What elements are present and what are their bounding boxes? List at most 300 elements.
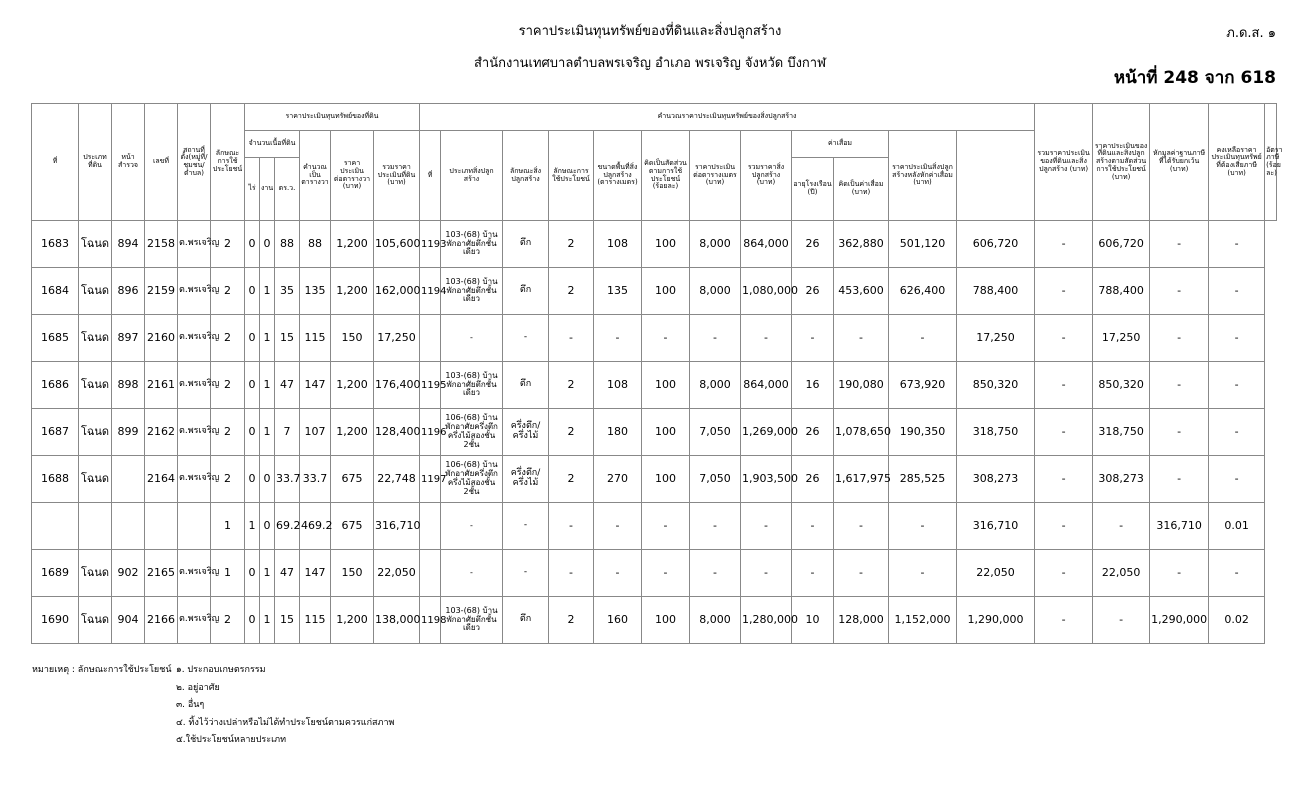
cell-bstyle: - bbox=[503, 503, 549, 550]
cell-barea: - bbox=[594, 503, 642, 550]
cell-tot: 850,320 bbox=[957, 362, 1035, 409]
cell-wa: 7 bbox=[275, 409, 300, 456]
cell-rai: 0 bbox=[245, 456, 260, 503]
cell-ded: 22,050 bbox=[1093, 550, 1150, 597]
cell-rai: 0 bbox=[245, 221, 260, 268]
form-code: ภ.ด.ส. ๑ bbox=[1226, 26, 1276, 41]
cell-bno bbox=[420, 315, 441, 362]
cell-adep: 501,120 bbox=[889, 221, 957, 268]
col-use-type: ลักษณะการใช้ประโยชน์ bbox=[211, 104, 245, 221]
cell-rai: 0 bbox=[245, 550, 260, 597]
cell-rem: - bbox=[1150, 550, 1209, 597]
cell-adep: - bbox=[889, 503, 957, 550]
col-age: อายุโรงเรือน (ปี) bbox=[792, 158, 834, 221]
cell-loc: ต.พรเจริญ bbox=[178, 221, 211, 268]
cell-cwa: 469.2 bbox=[300, 503, 331, 550]
cell-lt: 17,250 bbox=[374, 315, 420, 362]
note-item: ๑. ประกอบเกษตรกรรม bbox=[176, 665, 266, 675]
cell-rem: 1,290,000 bbox=[1150, 597, 1209, 644]
cell-btot: 1,903,500 bbox=[741, 456, 792, 503]
cell-cwa: 33.7 bbox=[300, 456, 331, 503]
cell-ded: 308,273 bbox=[1093, 456, 1150, 503]
cell-bratio: 100 bbox=[642, 221, 690, 268]
cell-bpsqm: - bbox=[690, 503, 741, 550]
col-land-type: ประเภทที่ดิน bbox=[79, 104, 112, 221]
cell-bno: 1196 bbox=[420, 409, 441, 456]
cell-bratio: - bbox=[642, 503, 690, 550]
cell-bpsqm: 8,000 bbox=[690, 362, 741, 409]
col-no: ที่ bbox=[32, 104, 79, 221]
cell-bratio: - bbox=[642, 315, 690, 362]
cell-loc: ต.พรเจริญ bbox=[178, 268, 211, 315]
cell-btot: 1,080,000 bbox=[741, 268, 792, 315]
cell-dep: - bbox=[834, 315, 889, 362]
cell-page: 899 bbox=[112, 409, 145, 456]
cell-bstyle: ตึก bbox=[503, 362, 549, 409]
cell-rai: 0 bbox=[245, 315, 260, 362]
cell-buse: - bbox=[549, 503, 594, 550]
cell-pw: 1,200 bbox=[331, 221, 374, 268]
cell-buse: 2 bbox=[549, 597, 594, 644]
cell-cwa: 147 bbox=[300, 550, 331, 597]
cell-rv: - bbox=[1035, 456, 1093, 503]
cell-tot: 318,750 bbox=[957, 409, 1035, 456]
cell-pw: 1,200 bbox=[331, 597, 374, 644]
cell-use: 2 bbox=[211, 221, 245, 268]
cell-use: 2 bbox=[211, 409, 245, 456]
cell-rem: - bbox=[1150, 221, 1209, 268]
cell-btot: - bbox=[741, 550, 792, 597]
table-row bbox=[32, 268, 1277, 315]
cell-rate: - bbox=[1209, 315, 1265, 362]
note-item: ๒. อยู่อาศัย bbox=[176, 682, 220, 693]
notes-label: หมายเหตุ : ลักษณะการใช้ประโยชน์ bbox=[32, 665, 172, 675]
cell-loc: ต.พรเจริญ bbox=[178, 362, 211, 409]
cell-lno: 2159 bbox=[145, 268, 178, 315]
cell-tot: 22,050 bbox=[957, 550, 1035, 597]
table-row bbox=[32, 503, 1277, 550]
col-survey-page: หน้าสำรวจ bbox=[112, 104, 145, 221]
cell-barea: 270 bbox=[594, 456, 642, 503]
cell-bstyle: - bbox=[503, 315, 549, 362]
cell-lt: 128,400 bbox=[374, 409, 420, 456]
cell-ded: 606,720 bbox=[1093, 221, 1150, 268]
cell-barea: 135 bbox=[594, 268, 642, 315]
cell-dep: 362,880 bbox=[834, 221, 889, 268]
cell-rai: 0 bbox=[245, 362, 260, 409]
cell-age: 10 bbox=[792, 597, 834, 644]
cell-bpsqm: 8,000 bbox=[690, 597, 741, 644]
cell-bpsqm: 7,050 bbox=[690, 409, 741, 456]
cell-buse: - bbox=[549, 315, 594, 362]
cell-btype: 103-(68) บ้านพักอาศัยตึกชั้นเดียว bbox=[441, 362, 503, 409]
cell-wa: 15 bbox=[275, 597, 300, 644]
col-tax-rate: อัตราภาษี (ร้อยละ) bbox=[1265, 104, 1277, 221]
cell-buse: 2 bbox=[549, 362, 594, 409]
page-number: หน้าที่ 248 จาก 618 bbox=[1113, 68, 1276, 88]
col-building-use: ลักษณะการใช้ประโยชน์ bbox=[549, 131, 594, 221]
cell-lno: 2165 bbox=[145, 550, 178, 597]
cell-page: 896 bbox=[112, 268, 145, 315]
cell-rv: - bbox=[1035, 597, 1093, 644]
cell-bratio: 100 bbox=[642, 362, 690, 409]
cell-rai: 0 bbox=[245, 268, 260, 315]
cell-rate: - bbox=[1209, 409, 1265, 456]
cell-rai: 1 bbox=[245, 503, 260, 550]
cell-rv: - bbox=[1035, 409, 1093, 456]
group-building-value: คำนวณราคาประเมินทุนทรัพย์ของสิ่งปลูกสร้าง bbox=[420, 104, 1035, 131]
cell-use: 2 bbox=[211, 315, 245, 362]
cell-age: - bbox=[792, 503, 834, 550]
cell-bpsqm: - bbox=[690, 315, 741, 362]
cell-bno: 1197 bbox=[420, 456, 441, 503]
cell-barea: - bbox=[594, 550, 642, 597]
col-remaining: คงเหลือราคาประเมินทุนทรัพย์ที่ต้องเสียภาษี (บาท) bbox=[1209, 104, 1265, 221]
col-building-total: รวมราคาสิ่งปลูกสร้าง (บาท) bbox=[741, 131, 792, 221]
cell-dep: 453,600 bbox=[834, 268, 889, 315]
cell-loc: ต.พรเจริญ bbox=[178, 315, 211, 362]
cell-type: โฉนด bbox=[79, 315, 112, 362]
cell-rate: - bbox=[1209, 550, 1265, 597]
note-item: ๕.ใช้ประโยชน์หลายประเภท bbox=[176, 735, 287, 745]
cell-rai: 0 bbox=[245, 597, 260, 644]
cell-adep: 626,400 bbox=[889, 268, 957, 315]
cell-barea: 108 bbox=[594, 221, 642, 268]
cell-dep: - bbox=[834, 503, 889, 550]
col-ngan: งาน bbox=[260, 158, 275, 221]
cell-ngan: 0 bbox=[260, 221, 275, 268]
cell-rv: - bbox=[1035, 315, 1093, 362]
table-row bbox=[32, 597, 1277, 644]
cell-bno bbox=[420, 550, 441, 597]
cell-rem: 316,710 bbox=[1150, 503, 1209, 550]
cell-rv: - bbox=[1035, 550, 1093, 597]
cell-wa: 15 bbox=[275, 315, 300, 362]
cell-use: 1 bbox=[211, 550, 245, 597]
cell-loc bbox=[178, 503, 211, 550]
cell-btype: - bbox=[441, 503, 503, 550]
cell-ngan: 0 bbox=[260, 456, 275, 503]
col-land-no: เลขที่ bbox=[145, 104, 178, 221]
cell-tot: 606,720 bbox=[957, 221, 1035, 268]
cell-buse: 2 bbox=[549, 409, 594, 456]
cell-no: 1684 bbox=[32, 268, 79, 315]
cell-rem: - bbox=[1150, 268, 1209, 315]
cell-cwa: 115 bbox=[300, 315, 331, 362]
cell-rv: - bbox=[1035, 221, 1093, 268]
cell-wa: 47 bbox=[275, 362, 300, 409]
col-building-no: ที่ bbox=[420, 131, 441, 221]
cell-rem: - bbox=[1150, 456, 1209, 503]
cell-cwa: 135 bbox=[300, 268, 331, 315]
cell-no: 1687 bbox=[32, 409, 79, 456]
cell-bratio: 100 bbox=[642, 597, 690, 644]
col-wa: ตร.ว. bbox=[275, 158, 300, 221]
cell-bstyle: ครึ่งตึก/ครึ่งไม้ bbox=[503, 456, 549, 503]
col-building-type: ประเภทสิ่งปลูกสร้าง bbox=[441, 131, 503, 221]
col-building-style: ลักษณะสิ่งปลูกสร้าง bbox=[503, 131, 549, 221]
cell-btot: - bbox=[741, 315, 792, 362]
cell-lno: 2158 bbox=[145, 221, 178, 268]
cell-no: 1688 bbox=[32, 456, 79, 503]
cell-buse: - bbox=[549, 550, 594, 597]
cell-rem: - bbox=[1150, 409, 1209, 456]
cell-buse: 2 bbox=[549, 456, 594, 503]
cell-bpsqm: 7,050 bbox=[690, 456, 741, 503]
cell-dep: - bbox=[834, 550, 889, 597]
col-deduction: หักมูลค่าฐานภาษีที่ได้รับยกเว้น (บาท) bbox=[1150, 104, 1209, 221]
cell-rate: - bbox=[1209, 268, 1265, 315]
table-row bbox=[32, 221, 1277, 268]
cell-no: 1683 bbox=[32, 221, 79, 268]
cell-no: 1690 bbox=[32, 597, 79, 644]
cell-ded: 17,250 bbox=[1093, 315, 1150, 362]
cell-tot: 1,290,000 bbox=[957, 597, 1035, 644]
cell-type bbox=[79, 503, 112, 550]
cell-loc: ต.พรเจริญ bbox=[178, 597, 211, 644]
cell-rv: - bbox=[1035, 362, 1093, 409]
cell-cwa: 88 bbox=[300, 221, 331, 268]
cell-btype: - bbox=[441, 550, 503, 597]
col-ratio-value: ราคาประเมินของที่ดินและสิ่งปลูกสร้างตามสัดส่วนการใช้ประโยชน์ (บาท) bbox=[1093, 104, 1150, 221]
cell-age: 16 bbox=[792, 362, 834, 409]
cell-barea: 160 bbox=[594, 597, 642, 644]
cell-bratio: 100 bbox=[642, 456, 690, 503]
col-total-value: รวมราคาประเมินของที่ดินและสิ่งปลูกสร้าง (บาท) bbox=[1035, 104, 1093, 221]
cell-cwa: 115 bbox=[300, 597, 331, 644]
cell-pw: 675 bbox=[331, 503, 374, 550]
cell-page: 902 bbox=[112, 550, 145, 597]
cell-age: 26 bbox=[792, 409, 834, 456]
cell-rv: - bbox=[1035, 503, 1093, 550]
cell-bpsqm: - bbox=[690, 550, 741, 597]
cell-bno: 1198 bbox=[420, 597, 441, 644]
cell-no: 1686 bbox=[32, 362, 79, 409]
cell-age: - bbox=[792, 315, 834, 362]
cell-page: 904 bbox=[112, 597, 145, 644]
cell-rai: 0 bbox=[245, 409, 260, 456]
group-depreciation: ค่าเสื่อม bbox=[792, 131, 889, 158]
cell-loc: ต.พรเจริญ bbox=[178, 456, 211, 503]
cell-lt: 22,748 bbox=[374, 456, 420, 503]
cell-bratio: - bbox=[642, 550, 690, 597]
cell-ded: 788,400 bbox=[1093, 268, 1150, 315]
cell-rate: - bbox=[1209, 456, 1265, 503]
cell-ngan: 1 bbox=[260, 409, 275, 456]
cell-btot: - bbox=[741, 503, 792, 550]
cell-bno: 1194 bbox=[420, 268, 441, 315]
table-row bbox=[32, 456, 1277, 503]
cell-lt: 138,000 bbox=[374, 597, 420, 644]
cell-wa: 33.7 bbox=[275, 456, 300, 503]
cell-lt: 105,600 bbox=[374, 221, 420, 268]
cell-no: 1685 bbox=[32, 315, 79, 362]
cell-type: โฉนด bbox=[79, 550, 112, 597]
cell-rate: 0.01 bbox=[1209, 503, 1265, 550]
cell-age: 26 bbox=[792, 456, 834, 503]
cell-adep: - bbox=[889, 315, 957, 362]
cell-pw: 675 bbox=[331, 456, 374, 503]
cell-ded: - bbox=[1093, 503, 1150, 550]
cell-type: โฉนด bbox=[79, 221, 112, 268]
cell-adep: 673,920 bbox=[889, 362, 957, 409]
cell-bno bbox=[420, 503, 441, 550]
col-building-ratio: คิดเป็นสัดส่วนตามการใช้ประโยชน์ (ร้อยละ) bbox=[642, 131, 690, 221]
cell-lno: 2161 bbox=[145, 362, 178, 409]
cell-page: 897 bbox=[112, 315, 145, 362]
cell-cwa: 147 bbox=[300, 362, 331, 409]
cell-buse: 2 bbox=[549, 268, 594, 315]
cell-btype: 103-(68) บ้านพักอาศัยตึกชั้นเดียว bbox=[441, 597, 503, 644]
cell-ded: 318,750 bbox=[1093, 409, 1150, 456]
col-rai: ไร่ bbox=[245, 158, 260, 221]
cell-tot: 17,250 bbox=[957, 315, 1035, 362]
cell-pw: 150 bbox=[331, 550, 374, 597]
cell-lno: 2166 bbox=[145, 597, 178, 644]
cell-age: 26 bbox=[792, 221, 834, 268]
cell-pw: 150 bbox=[331, 315, 374, 362]
cell-lno: 2160 bbox=[145, 315, 178, 362]
cell-ngan: 1 bbox=[260, 268, 275, 315]
cell-tot: 308,273 bbox=[957, 456, 1035, 503]
cell-pw: 1,200 bbox=[331, 409, 374, 456]
office-subtitle: สำนักงานเทศบาลตำบลพรเจริญ อำเภอ พรเจริญ จังหวัด บึงกาฬ bbox=[473, 56, 826, 71]
cell-btot: 864,000 bbox=[741, 362, 792, 409]
cell-bstyle: ตึก bbox=[503, 268, 549, 315]
cell-bstyle: ตึก bbox=[503, 221, 549, 268]
cell-adep: 285,525 bbox=[889, 456, 957, 503]
cell-btype: 103-(68) บ้านพักอาศัยตึกชั้นเดียว bbox=[441, 268, 503, 315]
cell-adep: 190,350 bbox=[889, 409, 957, 456]
cell-barea: 180 bbox=[594, 409, 642, 456]
cell-ngan: 0 bbox=[260, 503, 275, 550]
cell-btot: 1,280,000 bbox=[741, 597, 792, 644]
cell-buse: 2 bbox=[549, 221, 594, 268]
cell-use: 2 bbox=[211, 362, 245, 409]
table-row bbox=[32, 362, 1277, 409]
assessment-table bbox=[31, 103, 1283, 644]
cell-ngan: 1 bbox=[260, 362, 275, 409]
cell-lno: 2162 bbox=[145, 409, 178, 456]
cell-wa: 88 bbox=[275, 221, 300, 268]
cell-type: โฉนด bbox=[79, 409, 112, 456]
cell-rate: - bbox=[1209, 362, 1265, 409]
cell-lno: 2164 bbox=[145, 456, 178, 503]
col-building-area: ขนาดพื้นที่สิ่งปลูกสร้าง (ตารางเมตร) bbox=[594, 131, 642, 221]
cell-ded: - bbox=[1093, 597, 1150, 644]
cell-btot: 1,269,000 bbox=[741, 409, 792, 456]
cell-ngan: 1 bbox=[260, 597, 275, 644]
cell-adep: - bbox=[889, 550, 957, 597]
page-title: ราคาประเมินทุนทรัพย์ของที่ดินและสิ่งปลูกสร้าง bbox=[518, 24, 782, 39]
cell-use: 2 bbox=[211, 268, 245, 315]
cell-bratio: 100 bbox=[642, 268, 690, 315]
cell-use: 2 bbox=[211, 597, 245, 644]
cell-age: - bbox=[792, 550, 834, 597]
cell-btype: 103-(68) บ้านพักอาศัยตึกชั้นเดียว bbox=[441, 221, 503, 268]
cell-wa: 69.2 bbox=[275, 503, 300, 550]
notes bbox=[32, 662, 394, 750]
col-location: สถานที่ตั้ง(หมู่ที่/ชุมชน/ตำบล) bbox=[178, 104, 211, 221]
cell-no bbox=[32, 503, 79, 550]
cell-btype: 106-(68) บ้านพักอาศัยครึ่งตึกครึ่งไม้สองชั้น 2ชั้น bbox=[441, 409, 503, 456]
cell-bno: 1193 bbox=[420, 221, 441, 268]
cell-use: 1 bbox=[211, 503, 245, 550]
cell-tot: 788,400 bbox=[957, 268, 1035, 315]
cell-age: 26 bbox=[792, 268, 834, 315]
cell-type: โฉนด bbox=[79, 597, 112, 644]
cell-type: โฉนด bbox=[79, 362, 112, 409]
cell-barea: 108 bbox=[594, 362, 642, 409]
cell-rv: - bbox=[1035, 268, 1093, 315]
cell-loc: ต.พรเจริญ bbox=[178, 409, 211, 456]
cell-page bbox=[112, 503, 145, 550]
cell-bstyle: - bbox=[503, 550, 549, 597]
cell-lt: 316,710 bbox=[374, 503, 420, 550]
cell-page: 894 bbox=[112, 221, 145, 268]
cell-btot: 864,000 bbox=[741, 221, 792, 268]
cell-barea: - bbox=[594, 315, 642, 362]
cell-bno: 1195 bbox=[420, 362, 441, 409]
cell-wa: 47 bbox=[275, 550, 300, 597]
table-row bbox=[32, 550, 1277, 597]
cell-bpsqm: 8,000 bbox=[690, 268, 741, 315]
cell-pw: 1,200 bbox=[331, 268, 374, 315]
cell-bpsqm: 8,000 bbox=[690, 221, 741, 268]
group-land-area: จำนวนเนื้อที่ดิน bbox=[245, 131, 300, 158]
col-price-per-sqm: ราคาประเมินต่อตารางเมตร (บาท) bbox=[690, 131, 741, 221]
cell-lno bbox=[145, 503, 178, 550]
cell-type: โฉนด bbox=[79, 456, 112, 503]
cell-adep: 1,152,000 bbox=[889, 597, 957, 644]
cell-bstyle: ครึ่งตึก/ครึ่งไม้ bbox=[503, 409, 549, 456]
cell-ngan: 1 bbox=[260, 315, 275, 362]
col-calc-wa: คำนวณเป็นตารางวา bbox=[300, 131, 331, 221]
col-after-depreciation: ราคาประเมินสิ่งปลูกสร้างหลังหักค่าเสื่อม (บาท) bbox=[889, 131, 957, 221]
cell-lt: 176,400 bbox=[374, 362, 420, 409]
table-row bbox=[32, 315, 1277, 362]
cell-ngan: 1 bbox=[260, 550, 275, 597]
cell-cwa: 107 bbox=[300, 409, 331, 456]
cell-page: 898 bbox=[112, 362, 145, 409]
cell-ded: 850,320 bbox=[1093, 362, 1150, 409]
cell-bratio: 100 bbox=[642, 409, 690, 456]
cell-lt: 162,000 bbox=[374, 268, 420, 315]
cell-loc: ต.พรเจริญ bbox=[178, 550, 211, 597]
cell-lt: 22,050 bbox=[374, 550, 420, 597]
cell-tot: 316,710 bbox=[957, 503, 1035, 550]
cell-dep: 1,078,650 bbox=[834, 409, 889, 456]
cell-dep: 190,080 bbox=[834, 362, 889, 409]
cell-no: 1689 bbox=[32, 550, 79, 597]
cell-use: 2 bbox=[211, 456, 245, 503]
cell-btype: 106-(68) บ้านพักอาศัยครึ่งตึกครึ่งไม้สองชั้น 2ชั้น bbox=[441, 456, 503, 503]
cell-type: โฉนด bbox=[79, 268, 112, 315]
cell-dep: 1,617,975 bbox=[834, 456, 889, 503]
table-row bbox=[32, 409, 1277, 456]
note-item: ๔. ทิ้งไว้ว่างเปล่าหรือไม่ได้ทำประโยชน์ตามควรแก่สภาพ bbox=[176, 717, 395, 728]
group-land-value: ราคาประเมินทุนทรัพย์ของที่ดิน bbox=[245, 104, 420, 131]
cell-rem: - bbox=[1150, 362, 1209, 409]
cell-rem: - bbox=[1150, 315, 1209, 362]
col-depreciation-amount: คิดเป็นค่าเสื่อม (บาท) bbox=[834, 158, 889, 221]
cell-page bbox=[112, 456, 145, 503]
cell-wa: 35 bbox=[275, 268, 300, 315]
note-item: ๓. อื่นๆ bbox=[176, 700, 205, 710]
col-price-per-wa: ราคาประเมินต่อตารางวา (บาท) bbox=[331, 131, 374, 221]
cell-pw: 1,200 bbox=[331, 362, 374, 409]
cell-rate: 0.02 bbox=[1209, 597, 1265, 644]
